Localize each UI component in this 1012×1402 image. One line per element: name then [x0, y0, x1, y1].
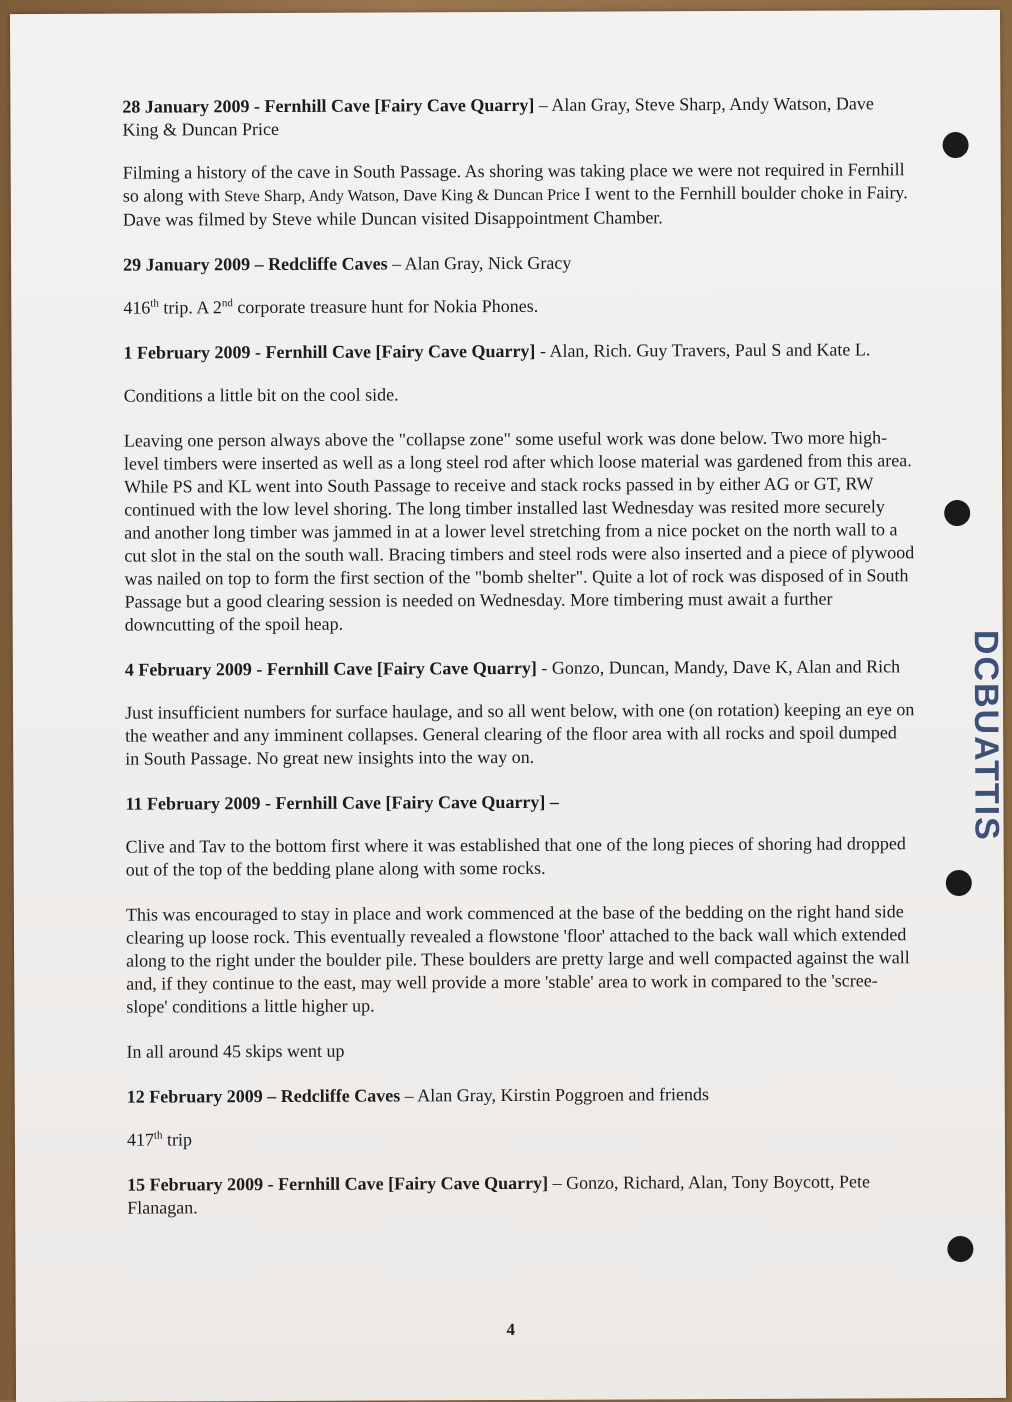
entry-separator: - — [251, 659, 267, 680]
entry-separator: - — [260, 793, 276, 814]
paragraph-text: I went to the Fernhill boulder choke in Fairy. Dave was filmed by Steve while Duncan visited Disappointment Chamber. — [122, 182, 908, 230]
entry-people: – Alan Gray, Nick Gracy — [387, 252, 572, 274]
trip-number: 416 — [123, 297, 151, 318]
entry-heading — [125, 789, 915, 815]
punch-hole-4 — [947, 1236, 973, 1262]
entry-place: Fernhill Cave [Fairy Cave Quarry] — [275, 791, 546, 814]
entry-place: Fernhill Cave [Fairy Cave Quarry] — [266, 657, 537, 680]
entry-date: 28 January 2009 — [122, 96, 250, 117]
entry-separator: – — [262, 1085, 281, 1107]
entry-place: Redcliffe Caves — [280, 1085, 401, 1106]
paragraph-text: Filming a history of the cave in South Passage. As shoring was taking place we were not required in Fernhill so along with — [122, 159, 905, 206]
entry-people: – — [545, 791, 559, 812]
entry-people: – Alan Gray, Kirstin Poggroen and friends — [400, 1084, 710, 1106]
entry-separator: - — [250, 342, 266, 363]
entry-paragraph — [123, 158, 913, 231]
entry-date: 11 February 2009 — [125, 793, 261, 814]
page-number: 4 — [506, 1319, 516, 1340]
punch-hole-1 — [943, 132, 969, 158]
entry-separator: - — [263, 1174, 279, 1195]
document-page — [10, 10, 1006, 1402]
entry-heading — [122, 92, 912, 141]
entry-date: 4 February 2009 — [124, 659, 252, 680]
entry-people: – Gonzo, Richard, Alan, Tony Boycott, Pete Flanagan. — [127, 1171, 870, 1218]
entry-paragraph: Just insufficient numbers for surface haulage, and so all went below, with one (on rotation) keeping an eye on the weather and any imminent collapses. General clearing of the floor area with all rocks and spoil dumped in South Passage. No great new insights into the way on. — [125, 699, 915, 769]
entry-paragraph: Leaving one person always above the "collapse zone" some useful work was done below. Two more high-level timbers were inserted as well as a long steel rod after which loose material was gardened from this area. While PS and KL went into South Passage to receive and stack rocks passed in by either AG or GT, RW continued with the low level shoring. The long timber installed last Wednesday was resited more securely and another long timber was jammed in at a lower level stretching from a nice pocket on the north wall to a cut slot in the stal on the south wall. Bracing timbers and steel rods were also inserted and a piece of plywood was nailed on top to form the first section of the "bomb shelter". Quite a lot of rock was disposed of in South Passage but a good clearing session is needed on Wednesday. More timbering must await a further downcutting of the spoil heap. — [123, 427, 915, 635]
trip-text: trip. A 2 — [158, 297, 222, 318]
trip-text: corporate treasure hunt for Nokia Phones. — [232, 295, 539, 318]
entry-date: 12 February 2009 — [126, 1086, 263, 1107]
entry-separator: - — [249, 96, 265, 117]
entry-heading — [123, 250, 913, 276]
entry-paragraph: This was encouraged to stay in place and work commenced at the base of the bedding on the right hand side clearing up loose rock. This eventually revealed a flowstone 'floor' attached to the back wall which extended along to the right under the boulder pile. These boulders are pretty large and well compacted against the wall and, if they continue to the east, may well provide a more 'stable' area to work in compared to the 'scree-slope' conditions a little higher up. — [125, 901, 910, 1017]
ordinal-suffix: th — [153, 1129, 163, 1142]
entry-place: Fernhill Cave [Fairy Cave Quarry] — [278, 1172, 549, 1195]
ordinal-suffix: nd — [221, 297, 233, 310]
log-content — [122, 92, 917, 1239]
edge-stamp-text: DCBUATTIS — [966, 629, 1006, 842]
entry-place: Fernhill Cave [Fairy Cave Quarry] — [264, 94, 535, 117]
entry-people: - Gonzo, Duncan, Mandy, Dave K, Alan and Rich — [536, 656, 901, 678]
entry-date: 15 February 2009 — [127, 1174, 264, 1195]
punch-hole-3 — [946, 870, 972, 896]
entry-paragraph: In all around 45 skips went up — [126, 1040, 345, 1062]
entry-heading — [127, 1170, 917, 1219]
trip-number: 417 — [126, 1129, 154, 1150]
entry-people: - Alan, Rich. Guy Travers, Paul S and Kate L. — [535, 339, 871, 361]
entry-heading — [127, 1082, 917, 1108]
entry-people: – Alan Gray, Steve Sharp, Andy Watson, Dave King & Duncan Price — [122, 93, 874, 140]
entry-place: Redcliffe Caves — [268, 253, 388, 275]
trip-line — [123, 293, 913, 319]
entry-separator: – — [250, 254, 269, 275]
entry-date: 29 January 2009 — [123, 254, 251, 275]
entry-date: 1 February 2009 — [123, 342, 251, 363]
entry-paragraph: Clive and Tav to the bottom first where it was established that one of the long pieces of shoring had dropped out of the top of the bedding plane along with some rocks. — [125, 833, 906, 880]
paragraph-names: Steve Sharp, Andy Watson, Dave King & Duncan Price — [224, 186, 581, 206]
entry-heading — [125, 655, 915, 681]
entry-paragraph: Conditions a little bit on the cool side. — [123, 384, 399, 406]
entry-place: Fernhill Cave [Fairy Cave Quarry] — [265, 340, 536, 363]
trip-text: trip — [162, 1129, 193, 1150]
punch-hole-2 — [944, 500, 970, 526]
trip-line — [127, 1125, 917, 1151]
ordinal-suffix: th — [150, 297, 159, 310]
entry-heading — [123, 338, 913, 364]
